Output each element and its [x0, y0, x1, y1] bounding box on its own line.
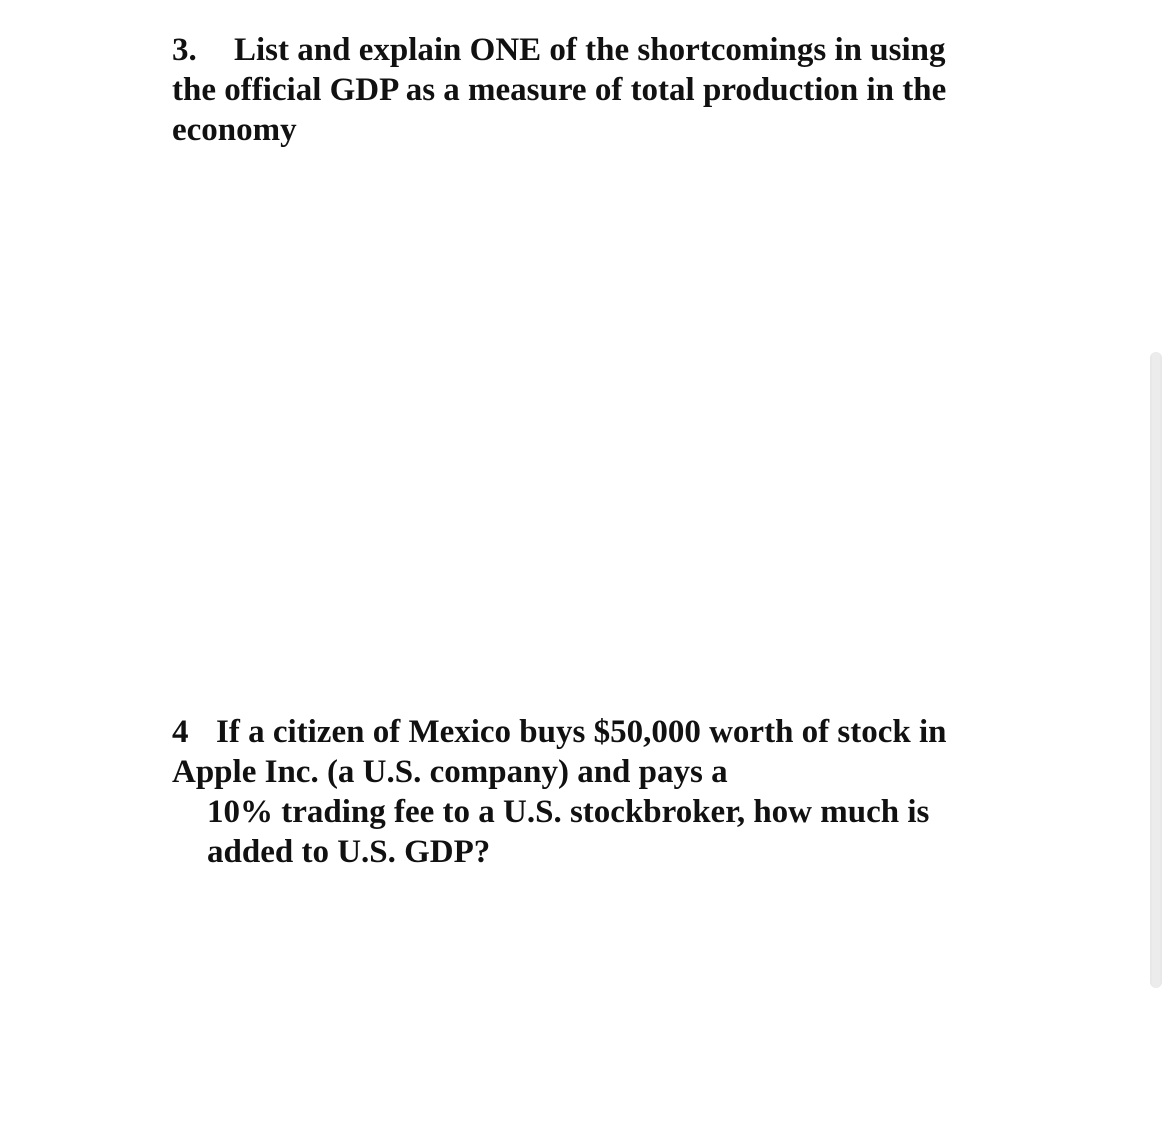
- question-4-text-line-4: added to U.S. GDP?: [207, 834, 491, 870]
- question-4-text-line-2: Apple Inc. (a U.S. company) and pays a: [172, 754, 728, 790]
- question-4-text-line-3: 10% trading fee to a U.S. stockbroker, how much is: [207, 794, 930, 830]
- question-4-text-line-1: If a citizen of Mexico buys $50,000 worth of stock in: [216, 714, 947, 750]
- question-3-line-1: [172, 30, 946, 70]
- question-4-line-1: [172, 712, 947, 752]
- question-3: [172, 30, 946, 150]
- question-4-number: 4: [172, 714, 189, 750]
- question-3-text-line-2: the official GDP as a measure of total production in the: [172, 72, 947, 108]
- vertical-scrollbar[interactable]: [1150, 352, 1162, 988]
- question-3-text-line-3: economy: [172, 112, 297, 148]
- question-3-number: 3.: [172, 32, 197, 68]
- question-4: [172, 712, 947, 872]
- scrollbar-thumb[interactable]: [1152, 352, 1160, 988]
- question-3-text-line-1: List and explain ONE of the shortcomings in using: [234, 32, 946, 68]
